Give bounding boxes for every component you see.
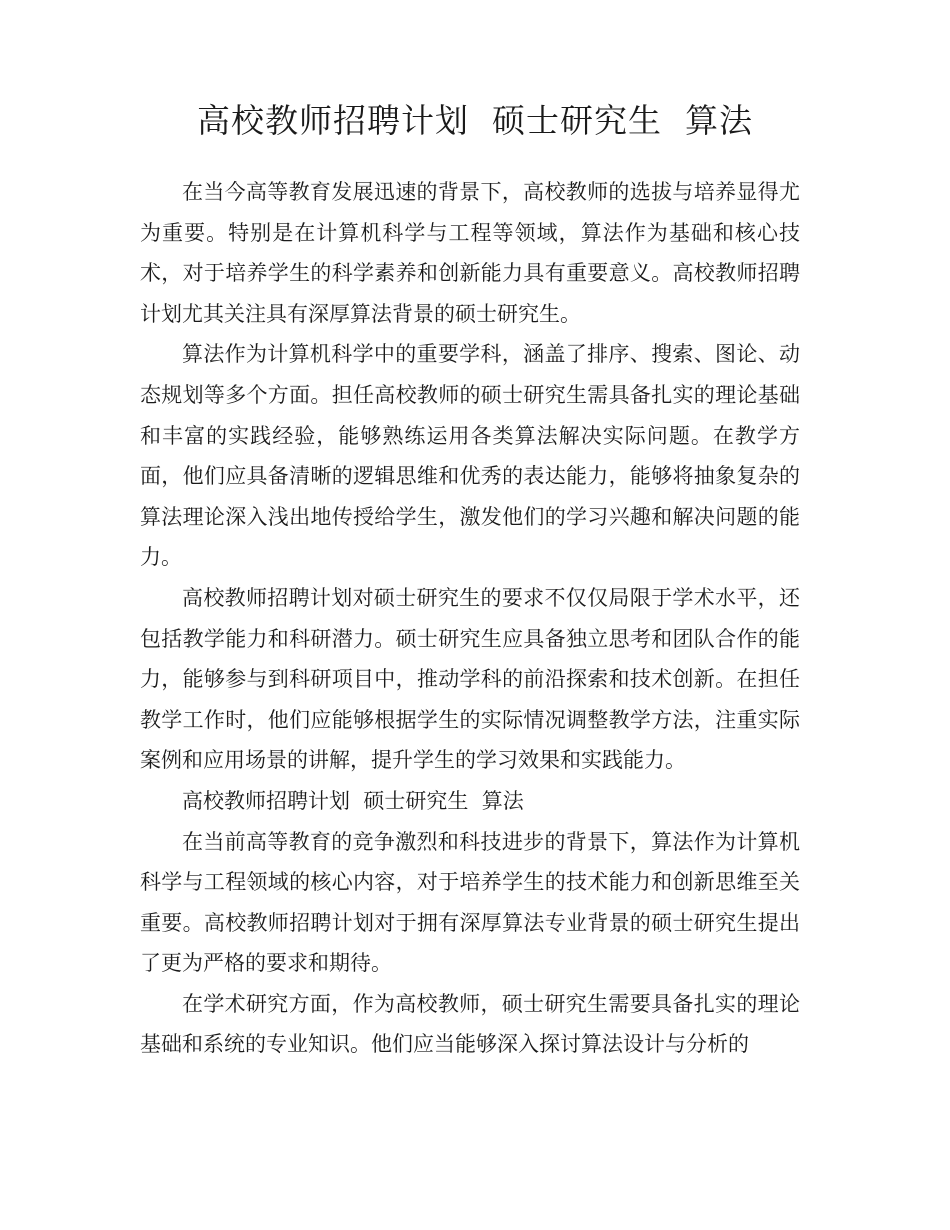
paragraph-5: 在学术研究方面，作为高校教师，硕士研究生需要具备扎实的理论基础和系统的专业知识。他们应当能够深入探讨算法设计与分析的 xyxy=(140,991,800,1057)
paragraph-1: 在当今高等教育发展迅速的背景下，高校教师的选拔与培养显得尤为重要。特别是在计算机科学与工程等领域，算法作为基础和核心技术，对于培养学生的科学素养和创新能力具有重要意义。高校教师招聘计划尤其关注具有深厚算法背景的硕士研究生。 xyxy=(140,180,800,326)
paragraph-heading-repeat: 高校教师招聘计划 硕士研究生 算法 xyxy=(182,788,524,813)
document-title: 高校教师招聘计划 硕士研究生 算法 xyxy=(197,101,753,140)
paragraph-2: 算法作为计算机科学中的重要学科，涵盖了排序、搜索、图论、动态规划等多个方面。担任高校教师的硕士研究生需具备扎实的理论基础和丰富的实践经验，能够熟练运用各类算法解决实际问题。在教学方面，他们应具备清晰的逻辑思维和优秀的表达能力，能够将抽象复杂的算法理论深入浅出地传授给学生，激发他们的学习兴趣和解决问题的能力。 xyxy=(140,342,800,570)
paragraph-3: 高校教师招聘计划对硕士研究生的要求不仅仅局限于学术水平，还包括教学能力和科研潜力。硕士研究生应具备独立思考和团队合作的能力，能够参与到科研项目中，推动学科的前沿探索和技术创新。在担任教学工作时，他们应能够根据学生的实际情况调整教学方法，注重实际案例和应用场景的讲解，提升学生的学习效果和实践能力。 xyxy=(140,585,800,773)
document-body xyxy=(140,172,800,1065)
paragraph-4: 在当前高等教育的竞争激烈和科技进步的背景下，算法作为计算机科学与工程领域的核心内容，对于培养学生的技术能力和创新思维至关重要。高校教师招聘计划对于拥有深厚算法专业背景的硕士研究生提出了更为严格的要求和期待。 xyxy=(140,829,800,976)
